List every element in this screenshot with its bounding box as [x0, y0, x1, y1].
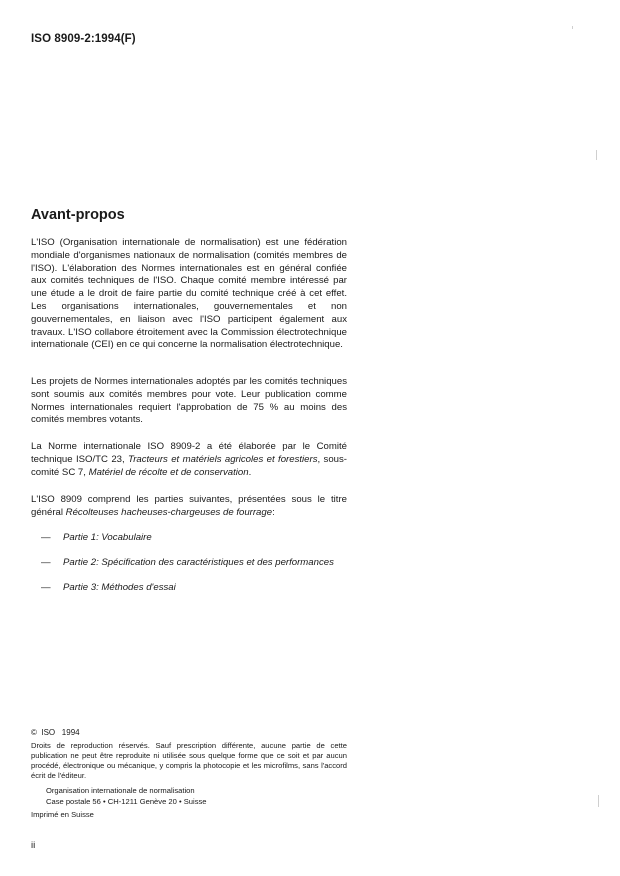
- sc-title: Matériel de récolte et de conservation: [88, 466, 249, 478]
- list-dash: —: [41, 582, 51, 593]
- part-label: Partie 2: Spécification des caractéristiques et des performances: [63, 557, 334, 568]
- standard-reference: ISO 8909-2:1994(F): [31, 33, 136, 45]
- parts-list: [31, 532, 391, 607]
- org-name: Organisation internationale de normalisation: [46, 786, 195, 795]
- list-item: [31, 532, 391, 557]
- list-dash: —: [41, 532, 51, 543]
- general-title: Récolteuses hacheuses-chargeuses de fourrage: [65, 506, 273, 518]
- foreword-paragraph-2: Les projets de Normes internationales adoptés par les comités techniques sont soumis aux comités membres pour vote. Leur publication comme Normes internationales requiert l'approbation de 75 % au moins des comités membres votants.: [31, 376, 347, 426]
- foreword-paragraph-4: [31, 494, 347, 520]
- org-address: Case postale 56 • CH-1211 Genève 20 • Suisse: [46, 797, 207, 806]
- paragraph-4-intro: L'ISO 8909 comprend les parties suivantes, présentées sous le titre général: [31, 494, 347, 518]
- part-label: Partie 1: Vocabulaire: [63, 532, 152, 543]
- list-dash: —: [41, 557, 51, 568]
- foreword-paragraph-1: L'ISO (Organisation internationale de normalisation) est une fédération mondiale d'organismes nationaux de normalisation (comités membres de l'ISO). L'élaboration des Normes internationales est en général confiée aux comités techniques de l'ISO. Chaque comité membre intéressé par une étude a le droit de faire partie du comité technique créé à cet effet. Les organisations internationales, gouvernementales et non gouvernementales, en liaison avec l'ISO participent également aux travaux. L'ISO collabore étroitement avec la Commission électrotechnique internationale (CEI) en ce qui concerne la normalisation électrotechnique.: [31, 237, 347, 351]
- copyright-notice: © ISO 1994: [31, 728, 80, 737]
- publisher-address: [46, 785, 207, 807]
- paragraph-4-end: :: [272, 506, 275, 518]
- scan-speck: [598, 795, 599, 807]
- part-label: Partie 3: Méthodes d'essai: [63, 582, 176, 593]
- list-item: [31, 582, 391, 607]
- tc-title: Tracteurs et matériels agricoles et forestiers: [128, 453, 318, 465]
- paragraph-3-middle: , sous-comité SC 7,: [31, 453, 347, 478]
- page-number: ii: [31, 840, 36, 851]
- scan-speck: [596, 150, 597, 160]
- list-item: [31, 557, 391, 582]
- printed-in: Imprimé en Suisse: [31, 810, 94, 819]
- foreword-paragraph-3: [31, 441, 347, 479]
- section-title: Avant-propos: [31, 207, 125, 223]
- paragraph-3-intro: La Norme internationale ISO 8909-2 a été élaborée par le Comité technique ISO/TC 23,: [31, 441, 347, 465]
- rights-notice: Droits de reproduction réservés. Sauf prescription différente, aucune partie de cette publication ne peut être reproduite ni utilisée sous quelque forme que ce soit et par aucun procédé, électronique ou mécanique, y compris la photocopie et les microfilms, sans l'accord écrit de l'éditeur.: [31, 741, 347, 780]
- paragraph-3-end: .: [248, 466, 252, 478]
- scan-speck: [572, 26, 573, 29]
